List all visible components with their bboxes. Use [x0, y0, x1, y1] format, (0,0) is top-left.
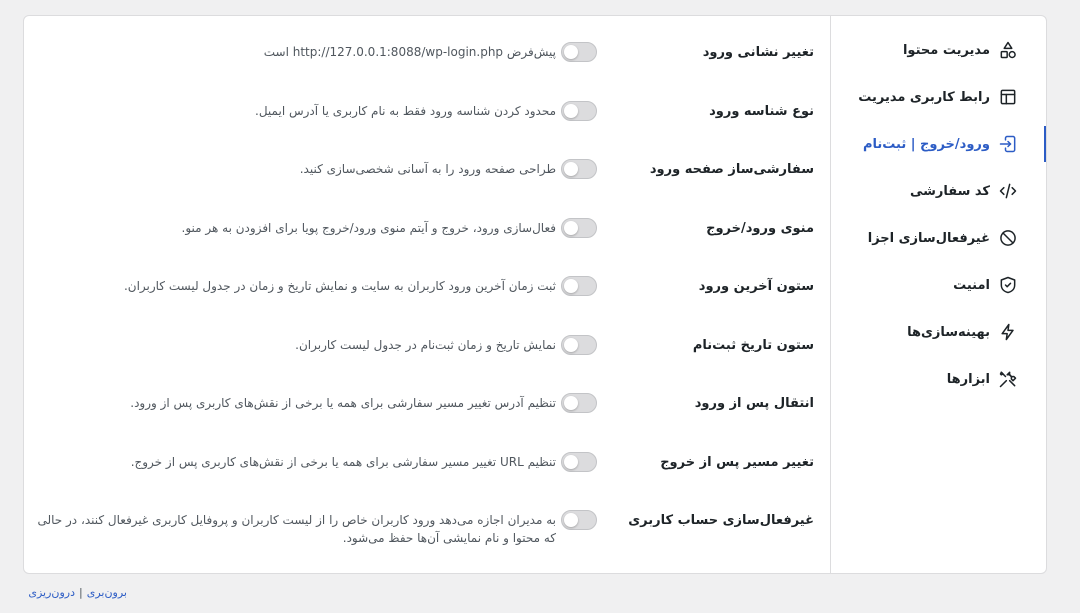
sidebar-item-label: کد سفارشی: [909, 183, 990, 199]
sidebar-item-label: امنیت: [953, 277, 990, 293]
sidebar-item-label: رابط کاربری مدیریت: [858, 89, 990, 105]
sidebar-item-label: بهینه‌سازی‌ها: [907, 324, 990, 340]
setting-toggle[interactable]: [561, 101, 597, 121]
toggle-knob: [564, 396, 578, 410]
setting-title: ستون آخرین ورود: [698, 279, 814, 294]
toggle-knob: [564, 338, 578, 352]
setting-row: [24, 396, 832, 436]
layout-icon: [998, 87, 1018, 107]
setting-description: به مدیران اجازه می‌دهد ورود کاربران خاص را از لیست کاربران و پروفایل کاربری غیرفعال کنند، در حالی که محتوا و نام نمایشی آن‌ها حفظ می‌شود.: [37, 513, 556, 545]
setting-toggle[interactable]: [561, 159, 597, 179]
bolt-icon: [998, 322, 1018, 342]
sidebar-item-0[interactable]: [831, 32, 1046, 68]
ban-icon: [998, 228, 1018, 248]
setting-description: محدود کردن شناسه ورود فقط به نام کاربری یا آدرس ایمیل.: [255, 103, 556, 118]
setting-toggle[interactable]: [561, 452, 597, 472]
sidebar-nav: [830, 16, 1046, 573]
setting-row: [24, 221, 832, 261]
setting-toggle[interactable]: [561, 276, 597, 296]
sidebar-item-7[interactable]: [831, 361, 1046, 397]
sidebar-item-label: غیرفعال‌سازی اجزا: [867, 230, 990, 246]
setting-toggle[interactable]: [561, 42, 597, 62]
sidebar-item-3[interactable]: [831, 173, 1046, 209]
setting-row: [24, 104, 832, 144]
setting-title: تغییر مسیر پس از خروج: [660, 454, 814, 470]
setting-row: [24, 513, 832, 553]
setting-row: [24, 279, 832, 319]
setting-title: سفارشی‌ساز صفحه ورود: [649, 162, 814, 177]
sidebar-item-1[interactable]: [831, 79, 1046, 115]
sidebar-item-5[interactable]: [831, 267, 1046, 303]
toggle-knob: [564, 513, 578, 527]
login-icon: [998, 134, 1018, 154]
sidebar-item-6[interactable]: [831, 314, 1046, 350]
setting-title: غیرفعال‌سازی حساب کاربری: [628, 513, 814, 528]
setting-title: انتقال پس از ورود: [694, 396, 814, 411]
footer-separator: |: [79, 586, 83, 599]
setting-row: [24, 45, 832, 85]
setting-title: منوی ورود/خروج: [706, 220, 814, 236]
sidebar-item-4[interactable]: [831, 220, 1046, 256]
code-icon: [998, 181, 1018, 201]
sidebar-item-label: مدیریت محتوا: [902, 42, 990, 58]
toggle-knob: [564, 221, 578, 235]
settings-card: [23, 15, 1047, 574]
import-link[interactable]: درون‌ریزی: [28, 586, 76, 599]
setting-description: ثبت زمان آخرین ورود کاربران به سایت و نمایش تاریخ و زمان در جدول لیست کاربران.: [123, 279, 556, 293]
setting-description: پیش‌فرض http://127.0.0.1:8088/wp-login.php است: [263, 45, 556, 59]
setting-toggle[interactable]: [561, 218, 597, 238]
setting-description: فعال‌سازی ورود، خروج و آیتم منوی ورود/خروج پویا برای افزودن به هر منو.: [181, 220, 556, 235]
sidebar-item-2[interactable]: [831, 126, 1046, 162]
tools-icon: [998, 369, 1018, 389]
setting-toggle[interactable]: [561, 335, 597, 355]
setting-toggle[interactable]: [561, 510, 597, 530]
toggle-knob: [564, 45, 578, 59]
export-link[interactable]: برون‌بری: [86, 586, 127, 599]
setting-title: تغییر نشانی ورود: [702, 45, 814, 60]
toggle-knob: [564, 455, 578, 469]
toggle-knob: [564, 162, 578, 176]
shield-check-icon: [998, 275, 1018, 295]
shapes-icon: [998, 40, 1018, 60]
setting-title: ستون تاریخ ثبت‌نام: [692, 337, 814, 353]
setting-description: نمایش تاریخ و زمان ثبت‌نام در جدول لیست کاربران.: [295, 337, 556, 352]
sidebar-item-label: ابزارها: [946, 371, 990, 387]
toggle-knob: [564, 104, 578, 118]
setting-row: [24, 455, 832, 495]
setting-title: نوع شناسه ورود: [709, 103, 814, 119]
setting-description: تنظیم آدرس تغییر مسیر سفارشی برای همه یا برخی از نقش‌های کاربری پس از ورود.: [130, 396, 556, 410]
sidebar-item-label: ورود/خروج | ثبت‌نام: [862, 136, 990, 152]
setting-description: تنظیم URL تغییر مسیر سفارشی برای همه یا برخی از نقش‌های کاربری پس از خروج.: [130, 454, 556, 469]
footer-links: [0, 586, 127, 599]
setting-row: [24, 162, 832, 202]
setting-description: طراحی صفحه ورود را به آسانی شخصی‌سازی کنید.: [299, 162, 556, 176]
settings-list: [24, 16, 832, 573]
toggle-knob: [564, 279, 578, 293]
setting-toggle[interactable]: [561, 393, 597, 413]
setting-row: [24, 338, 832, 378]
